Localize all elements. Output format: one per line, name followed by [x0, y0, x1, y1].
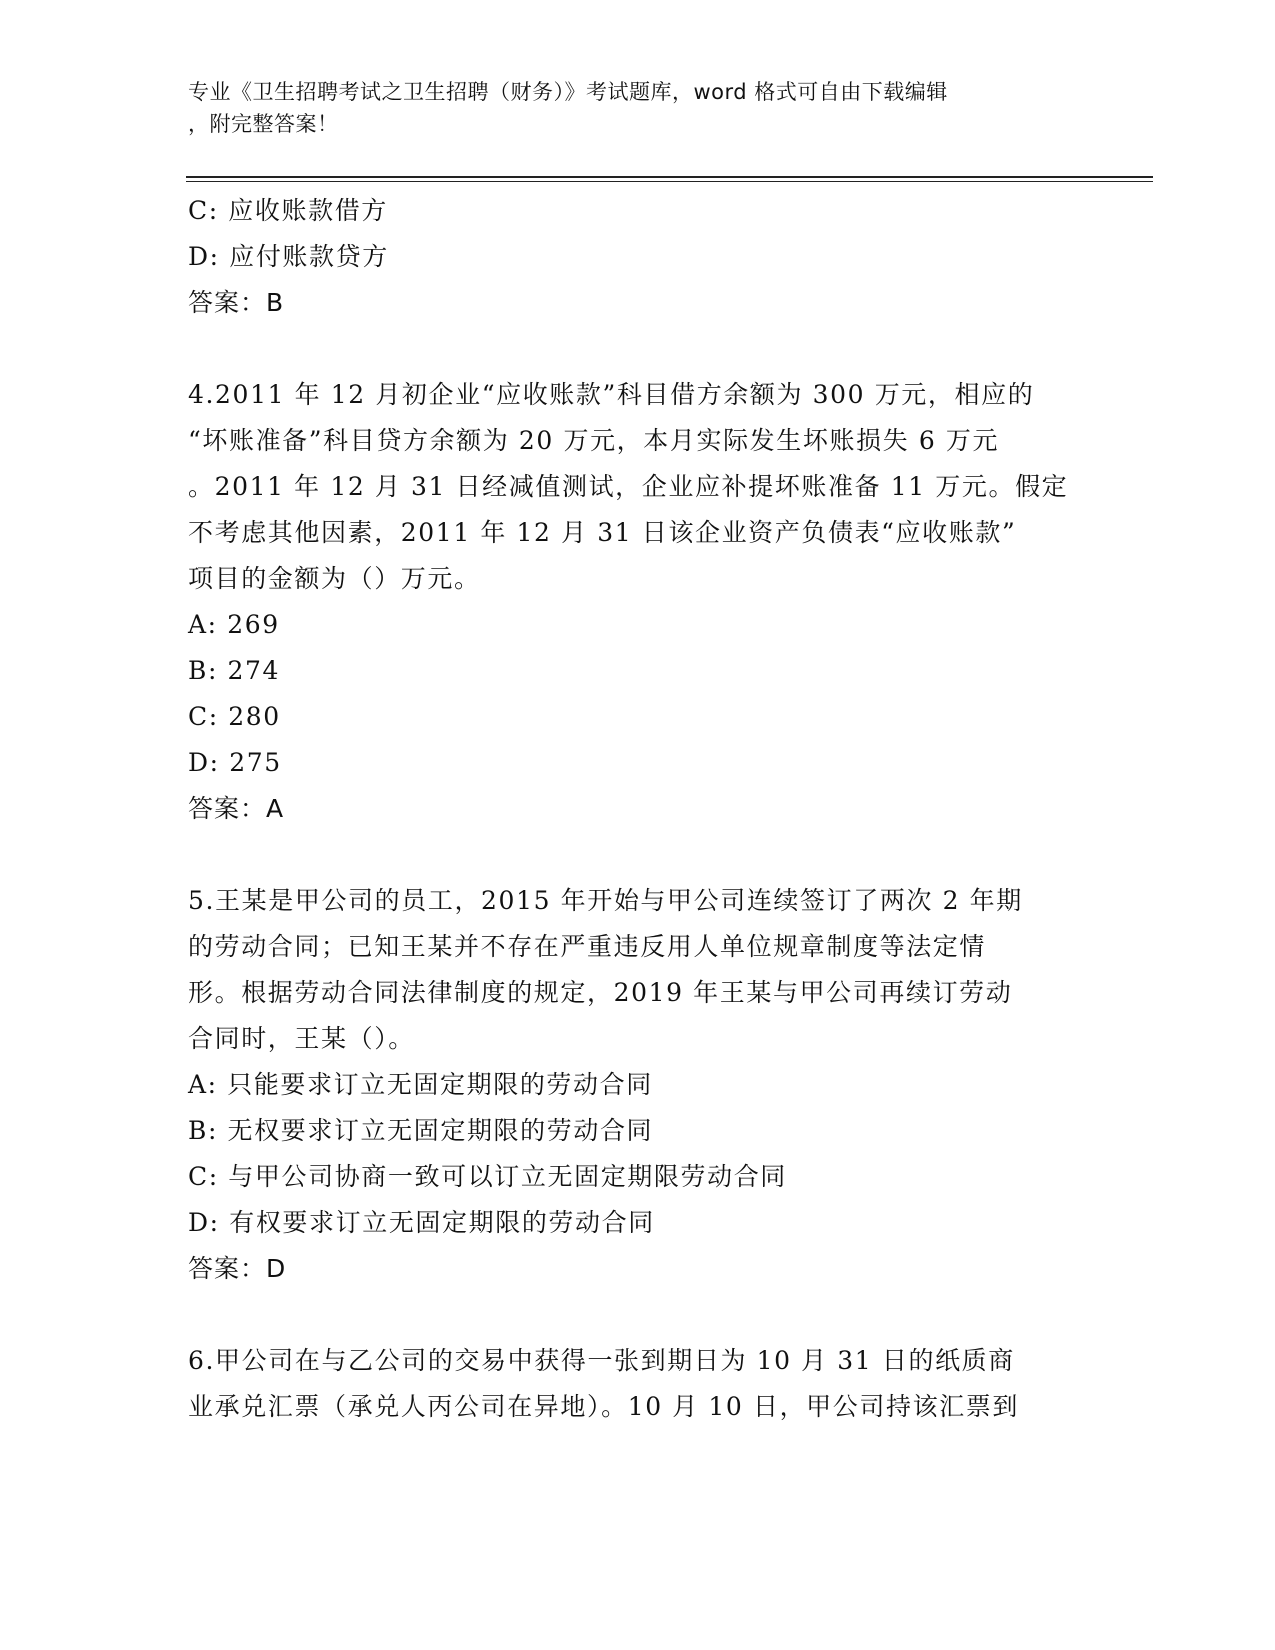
spacer: [188, 832, 1088, 878]
option-a: A: 269: [188, 610, 280, 639]
option-c: C: 与甲公司协商一致可以订立无固定期限劳动合同: [188, 1162, 787, 1191]
option-c: C: 280: [188, 702, 281, 731]
option-c: C: 应收账款借方: [188, 196, 388, 225]
spacer: [188, 1292, 1088, 1338]
header-title-line-2: ，附完整答案！: [188, 112, 339, 136]
question-text-line: 合同时，王某（）。: [188, 1024, 415, 1053]
option-d: D: 275: [188, 748, 282, 777]
answer-line: 答案：D: [188, 1254, 287, 1283]
option-d: D: 应付账款贷方: [188, 242, 389, 271]
document-header: [188, 76, 1068, 140]
question-text-line: 5.王某是甲公司的员工，2015 年开始与甲公司连续签订了两次 2 年期: [188, 886, 1023, 915]
question-text-line: 不考虑其他因素，2011 年 12 月 31 日该企业资产负债表“应收账款”: [188, 518, 1017, 547]
option-b: B: 无权要求订立无固定期限的劳动合同: [188, 1116, 654, 1145]
question-text-line: “坏账准备”科目贷方余额为 20 万元，本月实际发生坏账损失 6 万元: [188, 426, 1000, 455]
question-6: [188, 1338, 1088, 1430]
header-title-line-1: 专业《卫生招聘考试之卫生招聘（财务）》考试题库，word 格式可自由下载编辑: [188, 80, 948, 104]
header-divider-thick: [186, 176, 1153, 178]
question-text-line: 4.2011 年 12 月初企业“应收账款”科目借方余额为 300 万元，相应的: [188, 380, 1035, 409]
question-5: [188, 878, 1088, 1292]
question-4: [188, 372, 1088, 832]
option-b: B: 274: [188, 656, 281, 685]
answer-line: 答案：B: [188, 288, 285, 317]
document-content: [188, 188, 1088, 1430]
question-text-line: 6.甲公司在与乙公司的交易中获得一张到期日为 10 月 31 日的纸质商: [188, 1346, 1015, 1375]
option-a: A: 只能要求订立无固定期限的劳动合同: [188, 1070, 653, 1099]
question-text-line: 项目的金额为（）万元。: [188, 564, 481, 593]
question-text-line: 。2011 年 12 月 31 日经减值测试，企业应补提坏账准备 11 万元。假定: [188, 472, 1069, 501]
header-divider-thin: [186, 181, 1153, 182]
question-text-line: 业承兑汇票（承兑人丙公司在异地）。10 月 10 日，甲公司持该汇票到: [188, 1392, 1019, 1421]
spacer: [188, 326, 1088, 372]
question-text-line: 的劳动合同；已知王某并不存在严重违反用人单位规章制度等法定情: [188, 932, 987, 961]
question-3-continued: [188, 188, 1088, 326]
question-text-line: 形。根据劳动合同法律制度的规定，2019 年王某与甲公司再续订劳动: [188, 978, 1013, 1007]
answer-line: 答案：A: [188, 794, 285, 823]
option-d: D: 有权要求订立无固定期限的劳动合同: [188, 1208, 655, 1237]
